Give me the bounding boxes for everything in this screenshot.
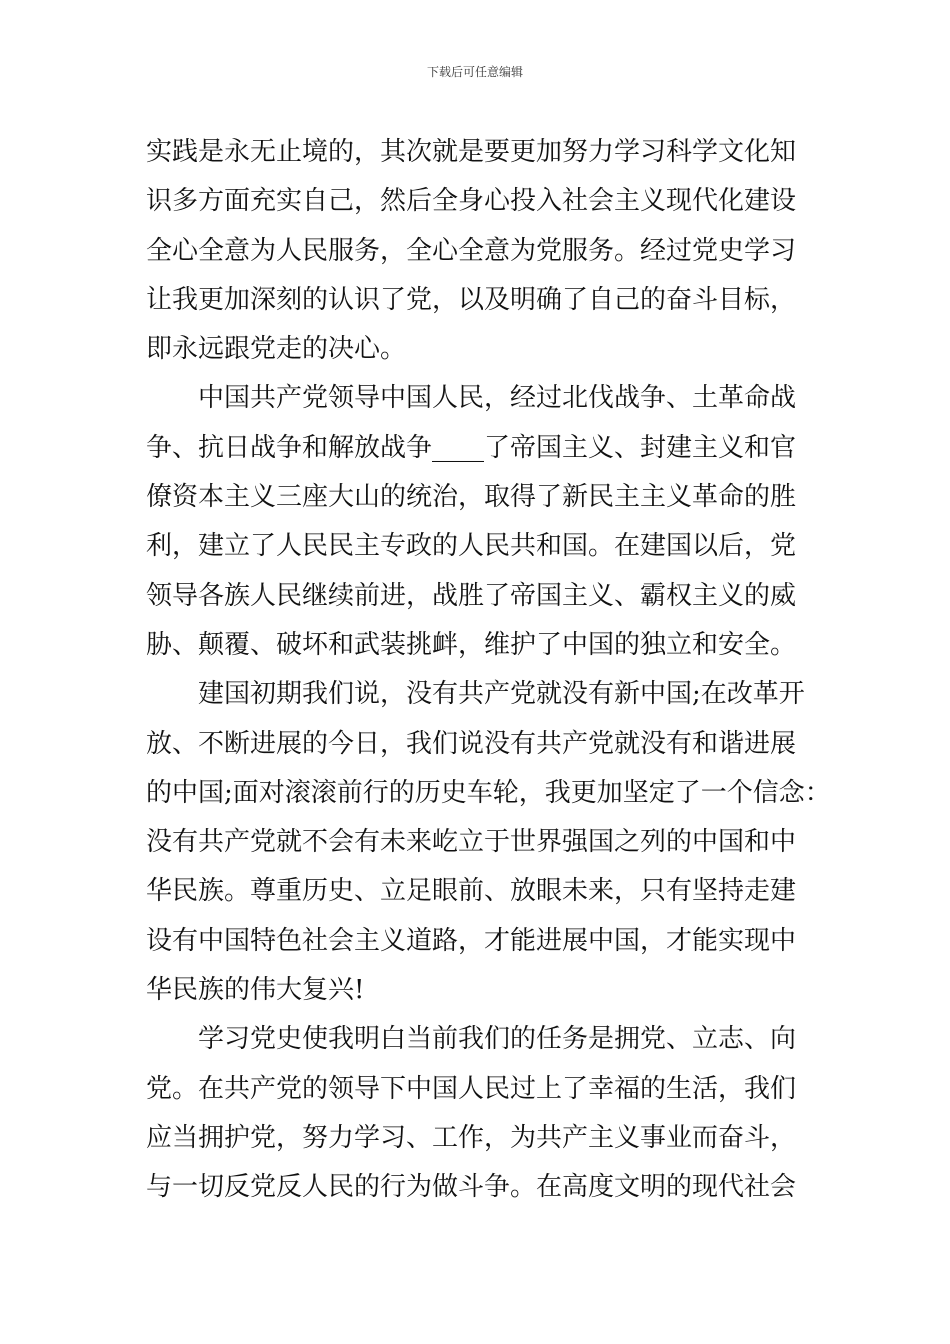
text-line: 建国初期我们说，没有共产党就没有新中国;在改革开 (198, 679, 805, 710)
text-line: 让我更加深刻的认识了党，以及明确了自己的奋斗目标， (146, 284, 797, 315)
paragraph (146, 1015, 810, 1212)
paragraph (146, 128, 810, 374)
text-line: 利，建立了人民民主专政的人民共和国。在建国以后，党 (146, 531, 797, 562)
text-line: 党。在共产党的领导下中国人民过上了幸福的生活，我们 (146, 1073, 797, 1104)
text-line: 与一切反党反人民的行为做斗争。在高度文明的现代社会 (146, 1172, 797, 1203)
text-line: 学习党史使我明白当前我们的任务是拥党、立志、向 (198, 1024, 797, 1055)
text-line: 华民族的伟大复兴! (146, 975, 365, 1006)
text-line: 实践是永无止境的，其次就是要更加努力学习科学文化知 (146, 137, 797, 167)
text-line: 中国共产党领导中国人民，经过北伐战争、土革命战 (198, 383, 797, 414)
text-line: 华民族。尊重历史、立足眼前、放眼未来，只有坚持走建 (146, 876, 797, 907)
text-line: 应当拥护党，努力学习、工作，为共产主义事业而奋斗， (146, 1122, 797, 1153)
text-line: 没有共产党就不会有未来屹立于世界强国之列的中国和中 (146, 827, 797, 858)
text-line: 争、抗日战争和解放战争____了帝国主义、封建主义和官 (146, 432, 797, 463)
text-line: 设有中国特色社会主义道路，才能进展中国，才能实现中 (146, 925, 797, 956)
paragraph (146, 670, 831, 1015)
document-body (146, 128, 831, 1213)
text-line: 领导各族人民继续前进，战胜了帝国主义、霸权主义的威 (146, 580, 797, 611)
text-line: 的中国;面对滚滚前行的历史车轮，我更加坚定了一个信念： (146, 777, 831, 808)
paragraph (146, 374, 810, 670)
text-line: 全心全意为人民服务，全心全意为党服务。经过党史学习 (146, 235, 797, 266)
text-line: 放、不断进展的今日，我们说没有共产党就没有和谐进展 (146, 728, 797, 759)
text-line: 僚资本主义三座大山的统治，取得了新民主主义革命的胜 (146, 482, 797, 513)
header-note: 下载后可任意编辑 (426, 65, 523, 79)
text-line: 识多方面充实自己，然后全身心投入社会主义现代化建设 (146, 186, 797, 217)
text-line: 即永远跟党走的决心。 (146, 334, 407, 365)
text-line: 胁、颠覆、破坏和武装挑衅，维护了中国的独立和安全。 (146, 629, 797, 660)
